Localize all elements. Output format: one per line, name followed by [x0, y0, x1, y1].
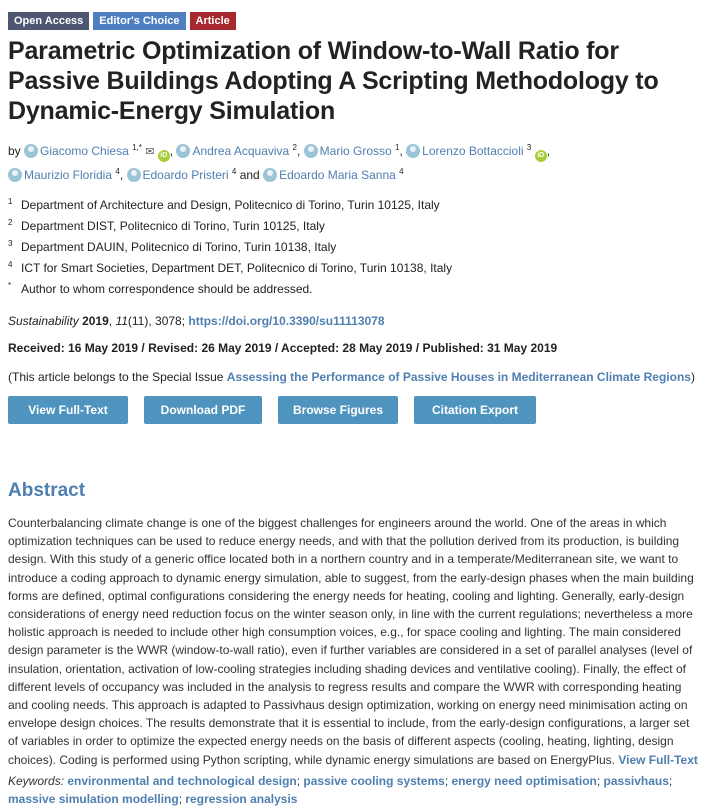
- citation-year: 2019: [82, 314, 109, 328]
- affiliation-item: 2 Department DIST, Politecnico di Torino, Turin 10125, Italy: [8, 218, 325, 233]
- author-avatar-icon: [304, 144, 318, 158]
- publication-dates: Received: 16 May 2019 / Revised: 26 May 2019 / Accepted: 28 May 2019 / Published: 31 May 2019: [8, 341, 558, 355]
- keyword-link[interactable]: environmental and technological design: [67, 773, 297, 788]
- author-sup: 3: [526, 143, 532, 152]
- affiliation-list: [8, 195, 702, 300]
- doi-link[interactable]: https://doi.org/10.3390/su11113078: [188, 314, 385, 328]
- affiliation-item: * Author to whom correspondence should be addressed.: [8, 281, 313, 296]
- author-avatar-icon: [127, 168, 141, 182]
- abstract-text: Counterbalancing climate change is one of the biggest challenges for engineers around the world. One of the areas in which optimization techniques can be used to reduce energy needs, and with that the pollution derived from its production, is building design. With this study of a generic office located both in a northern country and in a temperate/Mediterranean site, we want to introduce a coding approach to dynamic energy simulation, able to suggest, from the early-design phases when the main building forms are defined, optimal configurations considering the energy needs for heating, cooling and lighting. Generally, early-design considerations of energy need reduction focus on the winter season only, in line with the current regulations; nevertheless a more holistic approach is needed to include other high consumption voices, e.g., for space cooling and lighting. The main considered design parameter is the WWR (window-to-wall ratio), even if further variables are considered in a set of parallel analyses (level of insulation, orientation, activation of low-cooling strategies including shading devices and ventilative cooling). Finally, the effect of different levels of occupancy was included in the analysis to regress results and compare the WWR with corresponding heating and cooling needs. This approach is adapted to Passivhaus design optimization, working on energy need minimisation acting on envelope design choices. The results demonstrate that it is essential to include, from the early-design configurations, a larger set of variables in order to optimize the expected energy needs on the basis of different aspects (cooling, heating, lighting, design choices). Coding is performed using Python scripting, while dynamic energy simulations are based on EnergyPlus.: [8, 516, 694, 767]
- browse-figures-button[interactable]: Browse Figures: [278, 396, 398, 424]
- orcid-icon[interactable]: iD: [158, 150, 170, 162]
- author-link[interactable]: Edoardo Maria Sanna: [279, 168, 396, 182]
- citation-issue-pages: (11), 3078;: [127, 314, 186, 328]
- action-buttons: [8, 396, 702, 424]
- affiliation-item: 3 Department DAUIN, Politecnico di Torino, Turin 10138, Italy: [8, 239, 337, 254]
- download-pdf-button[interactable]: Download PDF: [144, 396, 262, 424]
- author-link[interactable]: Andrea Acquaviva: [192, 144, 290, 158]
- author-avatar-icon: [263, 168, 277, 182]
- article-type-badge: Article: [190, 12, 236, 30]
- open-access-badge[interactable]: Open Access: [8, 12, 89, 30]
- author-sup: 1,*: [132, 143, 142, 152]
- article-page: [8, 12, 702, 808]
- author-sup: 4: [399, 167, 404, 176]
- badge-row: [8, 12, 702, 30]
- editors-choice-badge[interactable]: Editor's Choice: [93, 12, 185, 30]
- view-full-text-button[interactable]: View Full-Text: [8, 396, 128, 424]
- citation-export-button[interactable]: Citation Export: [414, 396, 536, 424]
- envelope-icon[interactable]: ✉: [145, 146, 155, 158]
- author-avatar-icon: [176, 144, 190, 158]
- article-title: Parametric Optimization of Window-to-Wall Ratio for Passive Buildings Adopting A Scripting Methodology to Dynamic-Energy Simulation: [8, 37, 659, 125]
- author-sup: 1: [395, 143, 400, 152]
- citation-line: Sustainability 2019, 11(11), 3078; https://doi.org/10.3390/su11113078: [8, 314, 385, 328]
- author-link[interactable]: Maurizio Floridia: [24, 168, 113, 182]
- keywords-section: Keywords: environmental and technological design; passive cooling systems; energy need optimisation; passivhaus; massive simulation modelling; regression analysis: [8, 773, 673, 806]
- author-link[interactable]: Lorenzo Bottaccioli: [422, 144, 524, 158]
- keyword-link[interactable]: passive cooling systems: [303, 773, 445, 788]
- orcid-icon[interactable]: iD: [535, 150, 547, 162]
- keyword-link[interactable]: passivhaus: [603, 773, 669, 788]
- abstract-body: [8, 514, 702, 769]
- keywords-label: Keywords:: [8, 773, 65, 788]
- and-label: and: [239, 168, 260, 182]
- author-sup: 4: [115, 167, 120, 176]
- affiliation-item: 1 Department of Architecture and Design, Politecnico di Torino, Turin 10125, Italy: [8, 197, 440, 212]
- author-sup: 4: [231, 167, 237, 176]
- keyword-link[interactable]: regression analysis: [185, 791, 298, 806]
- abstract-heading: Abstract: [8, 480, 86, 501]
- citation-volume: 11: [115, 314, 128, 328]
- author-avatar-icon: [8, 168, 22, 182]
- author-avatar-icon: [406, 144, 420, 158]
- keyword-link[interactable]: energy need optimisation: [451, 773, 597, 788]
- author-avatar-icon: [24, 144, 38, 158]
- author-list: by Giacomo Chiesa $^{1,*}$ ✉ iD , Andrea Acquaviva $^2$, Mario Grosso $^1$, Lorenzo Bottaccioli $^3$ iD , Maurizio Floridia $^4$, Edoardo Pristeri $^4$ and Edoardo Maria Sanna $^4$: [8, 143, 551, 182]
- author-link[interactable]: Giacomo Chiesa: [40, 144, 129, 158]
- author-link[interactable]: Edoardo Pristeri: [142, 168, 229, 182]
- affiliation-item: 4 ICT for Smart Societies, Department DET, Politecnico di Torino, Turin 10138, Italy: [8, 260, 453, 275]
- keyword-link[interactable]: massive simulation modelling: [8, 791, 179, 806]
- abstract-full-text-link[interactable]: View Full-Text: [618, 752, 698, 767]
- author-sup: 2: [292, 143, 297, 152]
- author-link[interactable]: Mario Grosso: [319, 144, 392, 158]
- journal-name: Sustainability: [8, 314, 79, 328]
- by-label: by: [8, 144, 21, 158]
- special-issue-link[interactable]: Assessing the Performance of Passive Houses in Mediterranean Climate Regions: [226, 370, 691, 384]
- special-issue-note: (This article belongs to the Special Issue Assessing the Performance of Passive Houses in Mediterranean Climate Regions): [8, 370, 695, 384]
